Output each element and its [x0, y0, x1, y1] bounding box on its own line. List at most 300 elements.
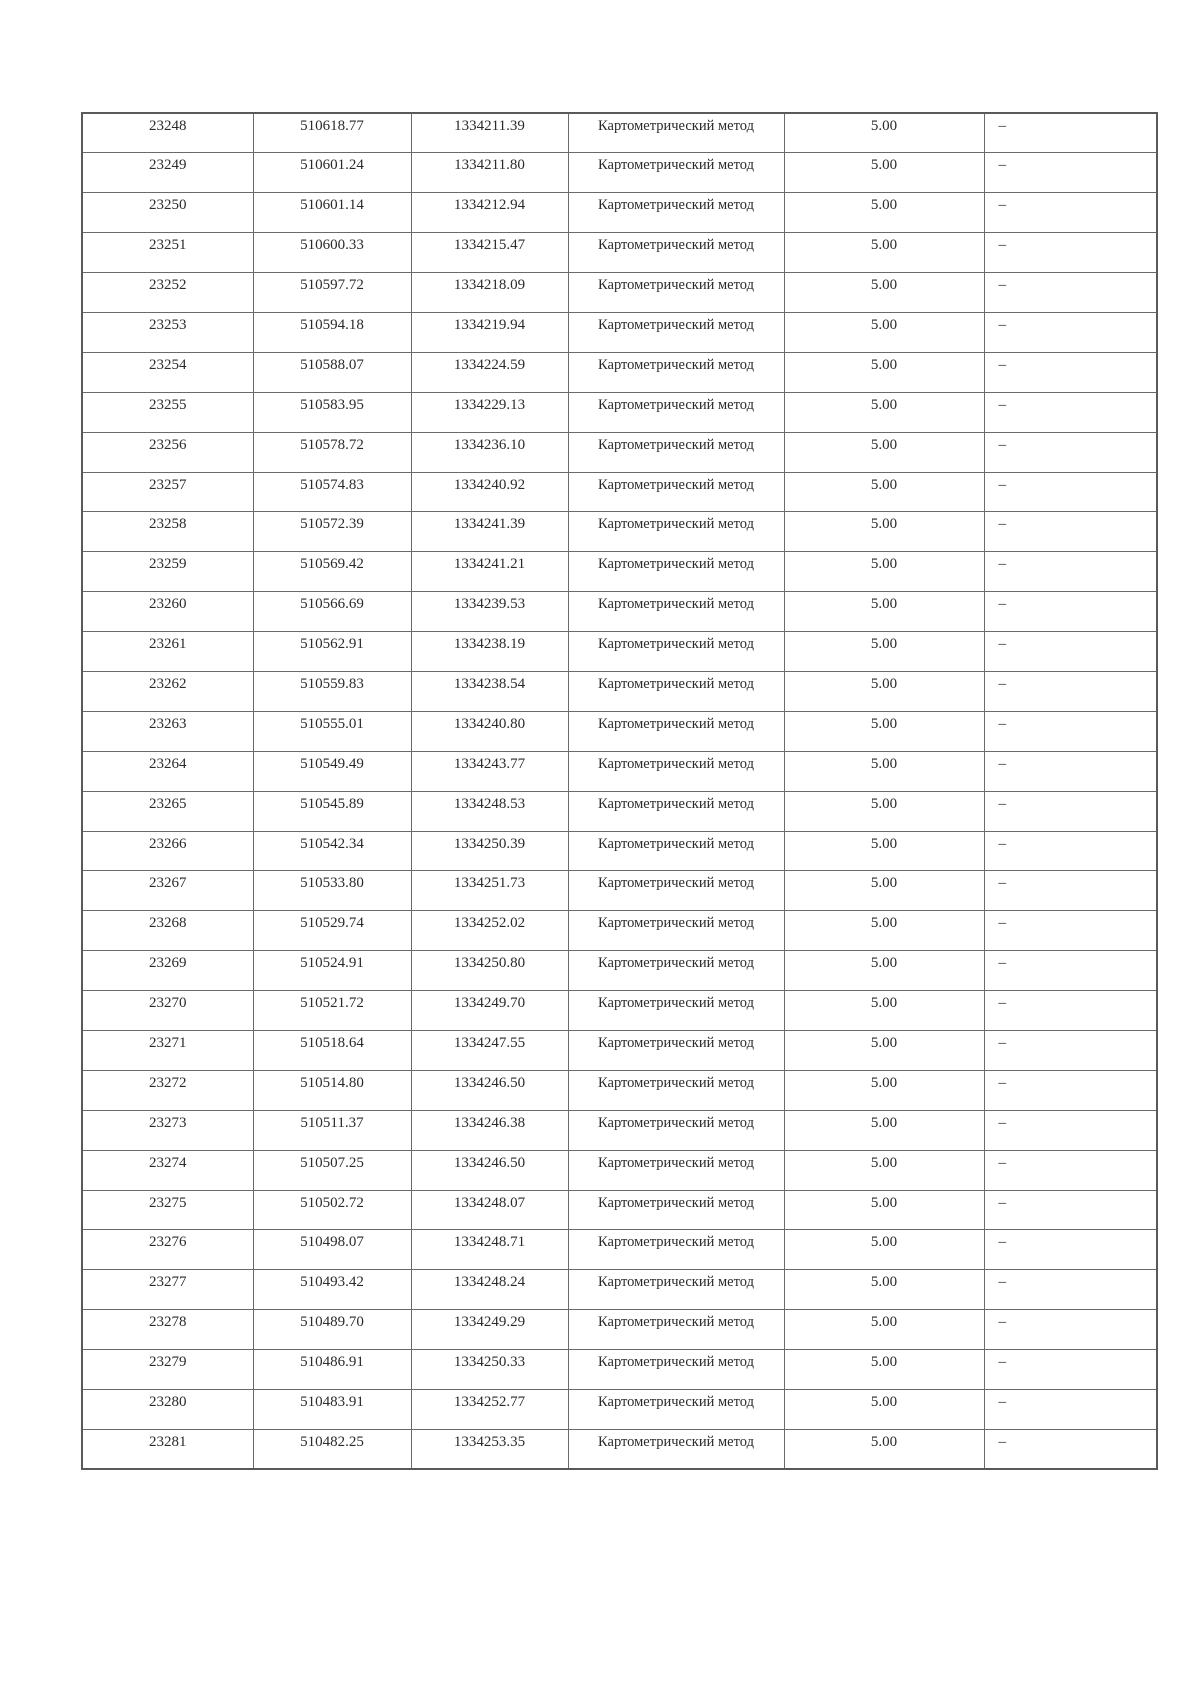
- coordinate-y-text: 1334250.80: [453, 955, 526, 972]
- point-number-cell: [82, 1390, 253, 1430]
- coordinate-x-text: 510524.91: [300, 955, 364, 972]
- coordinate-y-cell: [411, 671, 568, 711]
- method-cell: [568, 273, 784, 313]
- coordinate-x-text: 510574.83: [300, 476, 364, 493]
- coordinate-y-cell: [411, 1230, 568, 1270]
- method-text: Картометрический метод: [598, 1114, 754, 1131]
- precision-cell: [784, 1190, 984, 1230]
- method-text: Картометрический метод: [598, 1433, 754, 1450]
- point-number-cell: [82, 233, 253, 273]
- method-text: Картометрический метод: [598, 1354, 754, 1371]
- coordinate-y-cell: [411, 911, 568, 951]
- point-number-text: 23265: [149, 795, 187, 812]
- method-text: Картометрический метод: [598, 795, 754, 812]
- precision-cell: [784, 1390, 984, 1430]
- coordinate-x-cell: [253, 1310, 411, 1350]
- coordinates-table: [81, 112, 1158, 1470]
- method-text: Картометрический метод: [598, 1194, 754, 1211]
- note-cell: [984, 233, 1157, 273]
- table-row: [82, 1270, 1157, 1310]
- table-row: [82, 951, 1157, 991]
- coordinate-y-text: 1334215.47: [453, 237, 526, 254]
- point-number-cell: [82, 352, 253, 392]
- point-number-cell: [82, 312, 253, 352]
- coordinate-x-cell: [253, 153, 411, 193]
- note-cell: [984, 751, 1157, 791]
- coordinate-x-cell: [253, 312, 411, 352]
- table-row: [82, 193, 1157, 233]
- precision-cell: [784, 871, 984, 911]
- coordinate-y-cell: [411, 1070, 568, 1110]
- note-cell: [984, 1150, 1157, 1190]
- note-cell: [984, 791, 1157, 831]
- point-number-text: 23270: [149, 995, 187, 1012]
- coordinate-y-text: 1334248.07: [453, 1194, 526, 1211]
- note-text: –: [998, 516, 1006, 533]
- coordinate-y-cell: [411, 193, 568, 233]
- point-number-text: 23261: [149, 636, 187, 653]
- note-cell: [984, 1230, 1157, 1270]
- precision-text: 5.00: [870, 1234, 898, 1251]
- method-cell: [568, 113, 784, 153]
- coordinate-y-text: 1334212.94: [453, 197, 526, 214]
- coordinate-y-text: 1334246.50: [453, 1154, 526, 1171]
- table-row: [82, 312, 1157, 352]
- precision-cell: [784, 312, 984, 352]
- coordinate-y-cell: [411, 432, 568, 472]
- point-number-text: 23251: [149, 237, 187, 254]
- coordinate-y-cell: [411, 512, 568, 552]
- coordinate-x-text: 510583.95: [300, 396, 364, 413]
- note-text: –: [998, 835, 1006, 852]
- precision-text: 5.00: [870, 1154, 898, 1171]
- point-number-cell: [82, 552, 253, 592]
- precision-text: 5.00: [870, 1394, 898, 1410]
- precision-text: 5.00: [870, 1354, 898, 1371]
- precision-cell: [784, 432, 984, 472]
- method-cell: [568, 1190, 784, 1230]
- note-cell: [984, 1270, 1157, 1310]
- precision-cell: [784, 392, 984, 432]
- point-number-text: 23250: [149, 197, 187, 214]
- point-number-cell: [82, 512, 253, 552]
- note-text: –: [998, 396, 1006, 413]
- method-cell: [568, 432, 784, 472]
- note-text: –: [998, 596, 1006, 613]
- method-cell: [568, 512, 784, 552]
- method-cell: [568, 632, 784, 672]
- method-cell: [568, 751, 784, 791]
- method-cell: [568, 312, 784, 352]
- coordinate-x-cell: [253, 1190, 411, 1230]
- table-row: [82, 153, 1157, 193]
- coordinate-x-text: 510533.80: [300, 875, 364, 892]
- table-row: [82, 871, 1157, 911]
- point-number-cell: [82, 671, 253, 711]
- precision-text: 5.00: [870, 755, 898, 772]
- method-text: Картометрический метод: [598, 1074, 754, 1091]
- precision-text: 5.00: [870, 516, 898, 533]
- point-number-cell: [82, 831, 253, 871]
- precision-cell: [784, 1030, 984, 1070]
- point-number-text: 23259: [149, 556, 187, 573]
- table-row: [82, 512, 1157, 552]
- point-number-text: 23275: [149, 1194, 187, 1211]
- coordinate-x-cell: [253, 1110, 411, 1150]
- precision-cell: [784, 1110, 984, 1150]
- coordinate-x-cell: [253, 233, 411, 273]
- precision-cell: [784, 1429, 984, 1469]
- method-text: Картометрический метод: [598, 396, 754, 413]
- precision-cell: [784, 153, 984, 193]
- table-row: [82, 1070, 1157, 1110]
- note-text: –: [998, 636, 1006, 653]
- point-number-text: 23278: [149, 1314, 187, 1331]
- method-text: Картометрический метод: [598, 516, 754, 533]
- coordinate-x-text: 510493.42: [300, 1274, 364, 1291]
- coordinate-y-cell: [411, 1150, 568, 1190]
- coordinate-y-text: 1334241.39: [453, 516, 526, 533]
- table-row: [82, 991, 1157, 1031]
- method-cell: [568, 791, 784, 831]
- point-number-cell: [82, 711, 253, 751]
- precision-cell: [784, 193, 984, 233]
- precision-cell: [784, 352, 984, 392]
- point-number-text: 23253: [149, 316, 187, 333]
- precision-cell: [784, 1230, 984, 1270]
- coordinate-y-cell: [411, 113, 568, 153]
- precision-text: 5.00: [870, 356, 898, 373]
- coordinate-y-text: 1334252.02: [453, 915, 526, 932]
- point-number-text: 23271: [149, 1034, 187, 1051]
- coordinate-x-cell: [253, 671, 411, 711]
- method-text: Картометрический метод: [598, 476, 754, 493]
- point-number-cell: [82, 1030, 253, 1070]
- coordinate-y-cell: [411, 632, 568, 672]
- coordinate-x-cell: [253, 1270, 411, 1310]
- method-cell: [568, 153, 784, 193]
- precision-cell: [784, 512, 984, 552]
- table-row: [82, 472, 1157, 512]
- note-cell: [984, 991, 1157, 1031]
- precision-text: 5.00: [870, 1074, 898, 1091]
- coordinate-x-text: 510545.89: [300, 795, 364, 812]
- table-row: [82, 1390, 1157, 1430]
- note-text: –: [998, 157, 1006, 174]
- point-number-cell: [82, 1350, 253, 1390]
- coordinate-y-cell: [411, 991, 568, 1031]
- table-row: [82, 552, 1157, 592]
- method-cell: [568, 1429, 784, 1469]
- method-cell: [568, 991, 784, 1031]
- precision-text: 5.00: [870, 396, 898, 413]
- coordinate-y-text: 1334229.13: [453, 396, 526, 413]
- method-cell: [568, 1270, 784, 1310]
- point-number-cell: [82, 991, 253, 1031]
- note-cell: [984, 1390, 1157, 1430]
- coordinate-x-cell: [253, 751, 411, 791]
- point-number-cell: [82, 273, 253, 313]
- coordinate-y-text: 1334249.29: [453, 1314, 526, 1331]
- method-text: Картометрический метод: [598, 715, 754, 732]
- note-cell: [984, 193, 1157, 233]
- coordinate-y-text: 1334239.53: [453, 596, 526, 613]
- note-cell: [984, 592, 1157, 632]
- precision-text: 5.00: [870, 1114, 898, 1131]
- note-cell: [984, 871, 1157, 911]
- coordinate-x-text: 510569.42: [300, 556, 364, 573]
- method-cell: [568, 592, 784, 632]
- coordinate-x-text: 510618.77: [300, 118, 364, 134]
- coordinate-y-text: 1334248.53: [453, 795, 526, 812]
- note-text: –: [998, 1194, 1006, 1211]
- method-text: Картометрический метод: [598, 1314, 754, 1331]
- coordinate-x-cell: [253, 1230, 411, 1270]
- coordinate-y-cell: [411, 831, 568, 871]
- method-text: Картометрический метод: [598, 755, 754, 772]
- note-cell: [984, 432, 1157, 472]
- precision-text: 5.00: [870, 237, 898, 254]
- note-text: –: [998, 675, 1006, 692]
- table-row: [82, 273, 1157, 313]
- point-number-cell: [82, 751, 253, 791]
- table-row: [82, 113, 1157, 153]
- method-text: Картометрический метод: [598, 1034, 754, 1051]
- table-row: [82, 233, 1157, 273]
- precision-text: 5.00: [870, 636, 898, 653]
- coordinate-x-text: 510600.33: [300, 237, 364, 254]
- method-text: Картометрический метод: [598, 636, 754, 653]
- precision-text: 5.00: [870, 476, 898, 493]
- note-text: –: [998, 237, 1006, 254]
- point-number-cell: [82, 432, 253, 472]
- precision-text: 5.00: [870, 556, 898, 573]
- coordinate-y-cell: [411, 352, 568, 392]
- coordinate-x-text: 510601.14: [300, 197, 364, 214]
- point-number-cell: [82, 632, 253, 672]
- coordinate-y-cell: [411, 871, 568, 911]
- method-cell: [568, 1230, 784, 1270]
- coordinate-x-cell: [253, 1350, 411, 1390]
- method-cell: [568, 671, 784, 711]
- precision-cell: [784, 632, 984, 672]
- coordinate-y-cell: [411, 1390, 568, 1430]
- coordinate-x-text: 510566.69: [300, 596, 364, 613]
- coordinate-x-cell: [253, 193, 411, 233]
- coordinate-x-cell: [253, 113, 411, 153]
- point-number-cell: [82, 1070, 253, 1110]
- note-text: –: [998, 1314, 1006, 1331]
- method-text: Картометрический метод: [598, 1274, 754, 1291]
- method-cell: [568, 193, 784, 233]
- method-cell: [568, 871, 784, 911]
- coordinate-y-cell: [411, 592, 568, 632]
- method-cell: [568, 552, 784, 592]
- point-number-text: 23249: [149, 157, 187, 174]
- coordinate-y-text: 1334236.10: [453, 436, 526, 453]
- note-text: –: [998, 715, 1006, 732]
- table-row: [82, 352, 1157, 392]
- point-number-cell: [82, 951, 253, 991]
- coordinate-y-text: 1334248.71: [453, 1234, 526, 1251]
- coordinate-x-cell: [253, 1429, 411, 1469]
- note-text: –: [998, 1234, 1006, 1251]
- coordinate-y-text: 1334253.35: [453, 1433, 526, 1450]
- point-number-text: 23268: [149, 915, 187, 932]
- table-row: [82, 432, 1157, 472]
- coordinate-y-cell: [411, 1190, 568, 1230]
- point-number-text: 23255: [149, 396, 187, 413]
- coordinate-y-cell: [411, 1270, 568, 1310]
- point-number-cell: [82, 911, 253, 951]
- precision-cell: [784, 1310, 984, 1350]
- coordinate-x-cell: [253, 592, 411, 632]
- coordinate-y-text: 1334248.24: [453, 1274, 526, 1291]
- coordinate-x-text: 510542.34: [300, 835, 364, 852]
- method-cell: [568, 911, 784, 951]
- method-cell: [568, 1350, 784, 1390]
- coordinate-y-cell: [411, 153, 568, 193]
- coordinate-y-cell: [411, 791, 568, 831]
- coordinate-y-text: 1334238.19: [453, 636, 526, 653]
- note-cell: [984, 472, 1157, 512]
- point-number-text: 23263: [149, 715, 187, 732]
- coordinate-x-text: 510507.25: [300, 1154, 364, 1171]
- table-row: [82, 1429, 1157, 1469]
- note-text: –: [998, 1394, 1006, 1410]
- precision-text: 5.00: [870, 675, 898, 692]
- table-row: [82, 1030, 1157, 1070]
- precision-cell: [784, 592, 984, 632]
- note-text: –: [998, 1154, 1006, 1171]
- precision-cell: [784, 911, 984, 951]
- coordinate-y-text: 1334247.55: [453, 1034, 526, 1051]
- precision-cell: [784, 751, 984, 791]
- table-row: [82, 632, 1157, 672]
- coordinate-x-text: 510514.80: [300, 1074, 364, 1091]
- method-text: Картометрический метод: [598, 197, 754, 214]
- precision-text: 5.00: [870, 795, 898, 812]
- coordinate-y-text: 1334241.21: [453, 556, 526, 573]
- precision-text: 5.00: [870, 157, 898, 174]
- table-row: [82, 1110, 1157, 1150]
- coordinate-y-text: 1334252.77: [453, 1394, 526, 1410]
- method-cell: [568, 1310, 784, 1350]
- precision-text: 5.00: [870, 277, 898, 294]
- precision-text: 5.00: [870, 1274, 898, 1291]
- point-number-cell: [82, 193, 253, 233]
- coordinate-x-text: 510572.39: [300, 516, 364, 533]
- coordinate-y-cell: [411, 472, 568, 512]
- method-text: Картометрический метод: [598, 237, 754, 254]
- coordinate-y-cell: [411, 711, 568, 751]
- precision-text: 5.00: [870, 955, 898, 972]
- method-cell: [568, 352, 784, 392]
- coordinate-y-cell: [411, 1310, 568, 1350]
- coordinate-y-text: 1334249.70: [453, 995, 526, 1012]
- point-number-text: 23264: [149, 755, 187, 772]
- coordinate-x-text: 510555.01: [300, 715, 364, 732]
- note-cell: [984, 153, 1157, 193]
- coordinate-x-cell: [253, 392, 411, 432]
- point-number-text: 23269: [149, 955, 187, 972]
- point-number-text: 23267: [149, 875, 187, 892]
- coordinate-y-text: 1334219.94: [453, 316, 526, 333]
- precision-text: 5.00: [870, 1034, 898, 1051]
- coordinate-y-text: 1334240.80: [453, 715, 526, 732]
- table-row: [82, 1350, 1157, 1390]
- note-cell: [984, 711, 1157, 751]
- precision-cell: [784, 951, 984, 991]
- table-row: [82, 831, 1157, 871]
- point-number-text: 23279: [149, 1354, 187, 1371]
- method-cell: [568, 233, 784, 273]
- precision-text: 5.00: [870, 1433, 898, 1450]
- coordinate-x-cell: [253, 432, 411, 472]
- coordinate-x-text: 510529.74: [300, 915, 364, 932]
- precision-text: 5.00: [870, 1314, 898, 1331]
- note-cell: [984, 312, 1157, 352]
- precision-cell: [784, 113, 984, 153]
- method-text: Картометрический метод: [598, 316, 754, 333]
- method-text: Картометрический метод: [598, 835, 754, 852]
- note-text: –: [998, 1034, 1006, 1051]
- point-number-text: 23276: [149, 1234, 187, 1251]
- point-number-text: 23266: [149, 835, 187, 852]
- precision-text: 5.00: [870, 118, 898, 134]
- coordinate-y-cell: [411, 312, 568, 352]
- method-text: Картометрический метод: [598, 356, 754, 373]
- precision-cell: [784, 831, 984, 871]
- coordinate-x-text: 510549.49: [300, 755, 364, 772]
- point-number-text: 23257: [149, 476, 187, 493]
- note-cell: [984, 273, 1157, 313]
- coordinate-y-text: 1334211.39: [454, 118, 525, 134]
- point-number-cell: [82, 113, 253, 153]
- method-text: Картометрический метод: [598, 118, 754, 134]
- note-text: –: [998, 436, 1006, 453]
- coordinate-y-text: 1334246.50: [453, 1074, 526, 1091]
- note-text: –: [998, 356, 1006, 373]
- coordinate-x-cell: [253, 871, 411, 911]
- point-number-cell: [82, 1429, 253, 1469]
- point-number-text: 23281: [149, 1433, 187, 1450]
- point-number-text: 23262: [149, 675, 187, 692]
- note-cell: [984, 1429, 1157, 1469]
- point-number-cell: [82, 1110, 253, 1150]
- method-text: Картометрический метод: [598, 1394, 754, 1410]
- method-cell: [568, 711, 784, 751]
- note-text: –: [998, 795, 1006, 812]
- precision-cell: [784, 1270, 984, 1310]
- coordinate-y-cell: [411, 751, 568, 791]
- coordinate-y-text: 1334238.54: [453, 675, 526, 692]
- method-text: Картометрический метод: [598, 596, 754, 613]
- coordinate-x-cell: [253, 1150, 411, 1190]
- precision-text: 5.00: [870, 875, 898, 892]
- point-number-text: 23273: [149, 1114, 187, 1131]
- table-row: [82, 751, 1157, 791]
- point-number-cell: [82, 1150, 253, 1190]
- method-cell: [568, 472, 784, 512]
- coordinate-x-cell: [253, 791, 411, 831]
- coordinate-y-cell: [411, 273, 568, 313]
- precision-text: 5.00: [870, 1194, 898, 1211]
- method-text: Картометрический метод: [598, 277, 754, 294]
- coordinate-x-cell: [253, 1390, 411, 1430]
- precision-text: 5.00: [870, 915, 898, 932]
- table-row: [82, 392, 1157, 432]
